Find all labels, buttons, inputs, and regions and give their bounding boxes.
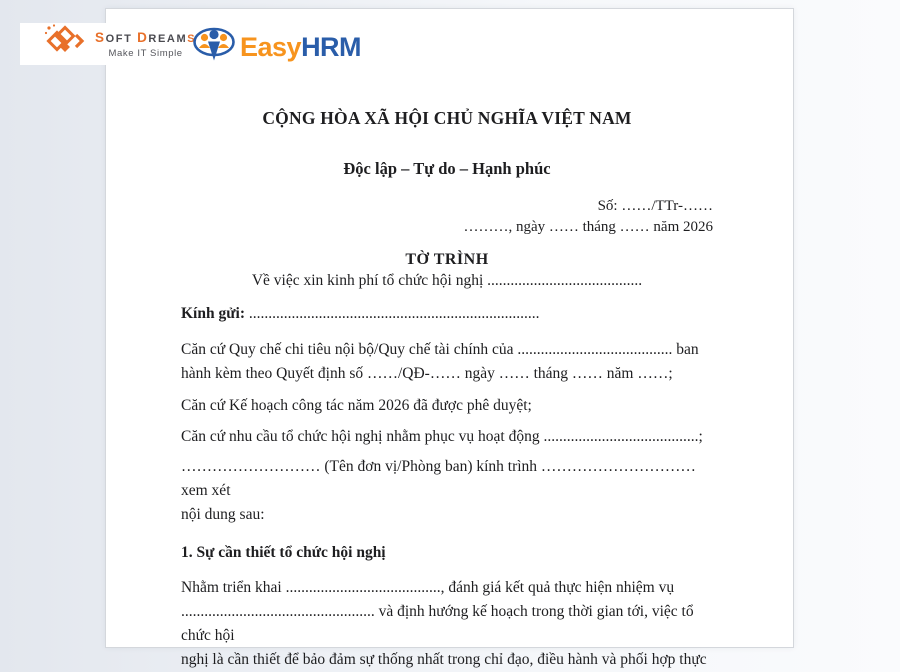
national-motto: Độc lập – Tự do – Hạnh phúc [343,159,551,178]
submitter-line-2: nội dung sau: [181,506,265,523]
document-number: Số: ……/TTr-…… [597,198,713,214]
citation-paragraph-1 [181,338,713,386]
submitter-line-1: ……………………… (Tên đơn vị/Phòng ban) kính trình ………………………… xem xét [181,458,696,499]
submitter-paragraph [181,455,713,527]
section-1-line-2: .................................................. và định hướng kế hoạch trong thời gian tới, việc tổ chức hội [181,603,694,644]
easyhrm-easy-text: Easy [240,32,302,62]
softdreams-diamonds-icon [42,22,88,67]
section-1-line-3: nghị là cần thiết để bảo đảm sự thống nhất trong chỉ đạo, điều hành và phối hợp thực [181,651,707,668]
easyhrm-wordmark [240,34,361,61]
document-page [105,8,794,668]
easyhrm-hrm-text: HRM [301,32,362,62]
easyhrm-people-icon [192,26,236,69]
sd-letters-ream: REAM [148,32,188,45]
national-title: CỘNG HÒA XÃ HỘI CHỦ NGHĨA VIỆT NAM [262,108,632,128]
document-title: TỜ TRÌNH [405,251,489,268]
softdreams-tagline: Make IT Simple [108,47,183,59]
sd-letter-s2: S [187,32,197,45]
document-subject: Về việc xin kinh phí tổ chức hội nghị ........................................ [251,272,643,289]
easyhrm-logo [192,26,361,69]
salutation-label: Kính gửi: [181,305,245,322]
citation-1-line-2: hành kèm theo Quyết định số ……/QĐ-…… ngày …… tháng …… năm ……; [181,365,673,382]
sd-letters-oft: OFT [105,32,138,45]
section-1-heading: 1. Sự cần thiết tổ chức hội nghị [181,544,386,561]
date-line: ………, ngày …… tháng …… năm 2026 [463,219,713,235]
section-1-line-1: Nhằm triển khai ........................................, đánh giá kết quả thực hiện nhiệm vụ [181,579,675,596]
citation-paragraph-2: Căn cứ Kế hoạch công tác năm 2026 đã được phê duyệt; [181,397,532,414]
softdreams-wordmark [95,30,196,59]
salutation-line [181,304,713,324]
sd-letter-s1: S [95,29,106,45]
salutation-dots: ........................................................................... [245,305,540,322]
section-1-paragraph [181,576,713,672]
softdreams-logo [20,23,197,65]
citation-paragraph-3: Căn cứ nhu cầu tổ chức hội nghị nhằm phục vụ hoạt động ........................................; [181,428,703,445]
sd-letter-d: D [137,29,149,45]
number-date-block [181,196,713,238]
citation-1-line-1: Căn cứ Quy chế chi tiêu nội bộ/Quy chế tài chính của ........................................ ban [181,341,699,358]
document-body [106,9,793,672]
